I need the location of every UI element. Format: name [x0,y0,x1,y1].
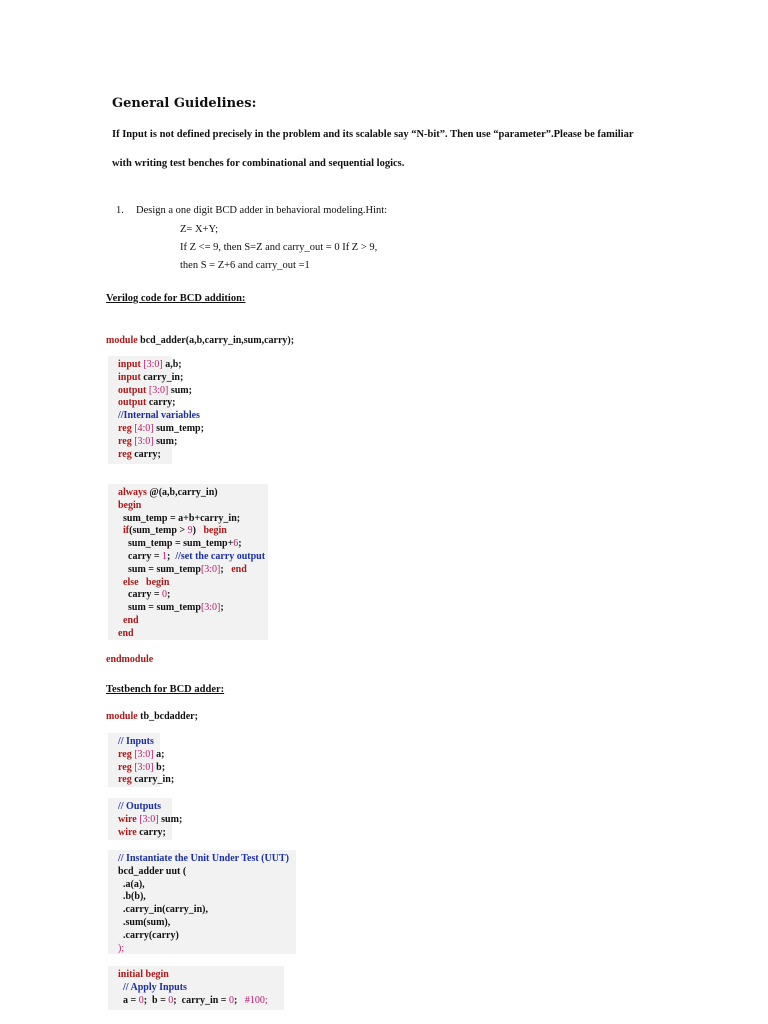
testbench-outputs: // Outputs wire [3:0] sum; wire carry; [118,801,183,838]
code-line: reg carry; [118,448,161,460]
code-line: carry = 0; [128,589,171,601]
endmodule-line: endmodule [106,654,154,665]
code-line: begin [118,499,142,511]
code-text: bcd_adder(a,b,carry_in,sum,carry); [137,335,295,346]
verilog-section-title: Verilog code for BCD addition: [106,293,246,304]
code-line: wire carry; [118,826,166,838]
module-declaration [106,335,294,348]
code-line: reg [3:0] b; [118,761,166,773]
code-line: .carry(carry) [123,929,179,941]
keyword: module [106,335,138,346]
code-line: input [3:0] a,b; [118,359,182,370]
testbench-inputs: // Inputs reg [3:0] a; reg [3:0] b; reg carry_in; [118,736,175,786]
code-line: output [3:0] sum; [118,384,192,396]
testbench-module-declaration: module tb_bcdadder; [106,711,198,722]
code-line: ); [118,942,125,954]
uut-instantiation: // Instantiate the Unit Under Test (UUT) bcd_adder uut ( .a(a), .b(b), .carry_in(carry_in), .sum(sum), .carry(carry) ); [118,853,289,954]
code-line: output carry; [118,397,176,409]
guideline-line-1: If Input is not defined precisely in the problem and its scalable say “N-bit”. Then use “parameter”.Please be familiar [112,129,634,140]
port-declarations [118,359,204,461]
code-line: sum = sum_temp[3:0]; [128,602,224,614]
code-line: else begin [123,576,170,588]
code-line: input carry_in; [118,371,184,383]
task-number: 1. [116,205,124,216]
code-line: // Apply Inputs [123,981,187,993]
code-line: end [123,614,139,626]
task-text: Design a one digit BCD adder in behavioral modeling.Hint: [136,205,388,216]
code-line: always @(a,b,carry_in) [118,487,218,498]
hint-line-3: then S = Z+6 and carry_out =1 [180,260,310,271]
code-line: carry = 1; //set the carry output [128,550,266,562]
always-block [118,487,265,641]
code-line: .carry_in(carry_in), [123,904,208,916]
hint-line-2: If Z <= 9, then S=Z and carry_out = 0 If Z > 9, [180,242,378,253]
code-line: reg [4:0] sum_temp; [118,422,204,434]
code-line: bcd_adder uut ( [118,865,187,877]
code-line: reg [3:0] a; [118,748,165,760]
code-comment: //Internal variables [118,410,200,422]
code-line: .a(a), [123,878,145,890]
code-line: sum_temp = sum_temp+6; [128,538,242,550]
guideline-line-2: with writing test benches for combinational and sequential logics. [112,158,405,169]
code-line: .sum(sum), [123,916,171,928]
page-heading: General Guidelines: [112,96,257,111]
code-line: reg [3:0] sum; [118,435,178,447]
code-line: wire [3:0] sum; [118,813,183,825]
code-line: a = 0; b = 0; carry_in = 0; #100; [123,994,268,1006]
code-line: reg carry_in; [118,774,175,786]
code-line: if(sum_temp > 9) begin [123,525,227,537]
initial-block: initial begin // Apply Inputs a = 0; b = 0; carry_in = 0; #100; [118,969,268,1006]
testbench-section-title: Testbench for BCD adder: [106,684,225,695]
code-line: sum = sum_temp[3:0]; end [128,563,247,575]
hint-line-1: Z= X+Y; [180,224,219,235]
code-line: end [118,627,134,639]
code-line: sum_temp = a+b+carry_in; [123,512,241,524]
code-line: .b(b), [123,891,146,903]
